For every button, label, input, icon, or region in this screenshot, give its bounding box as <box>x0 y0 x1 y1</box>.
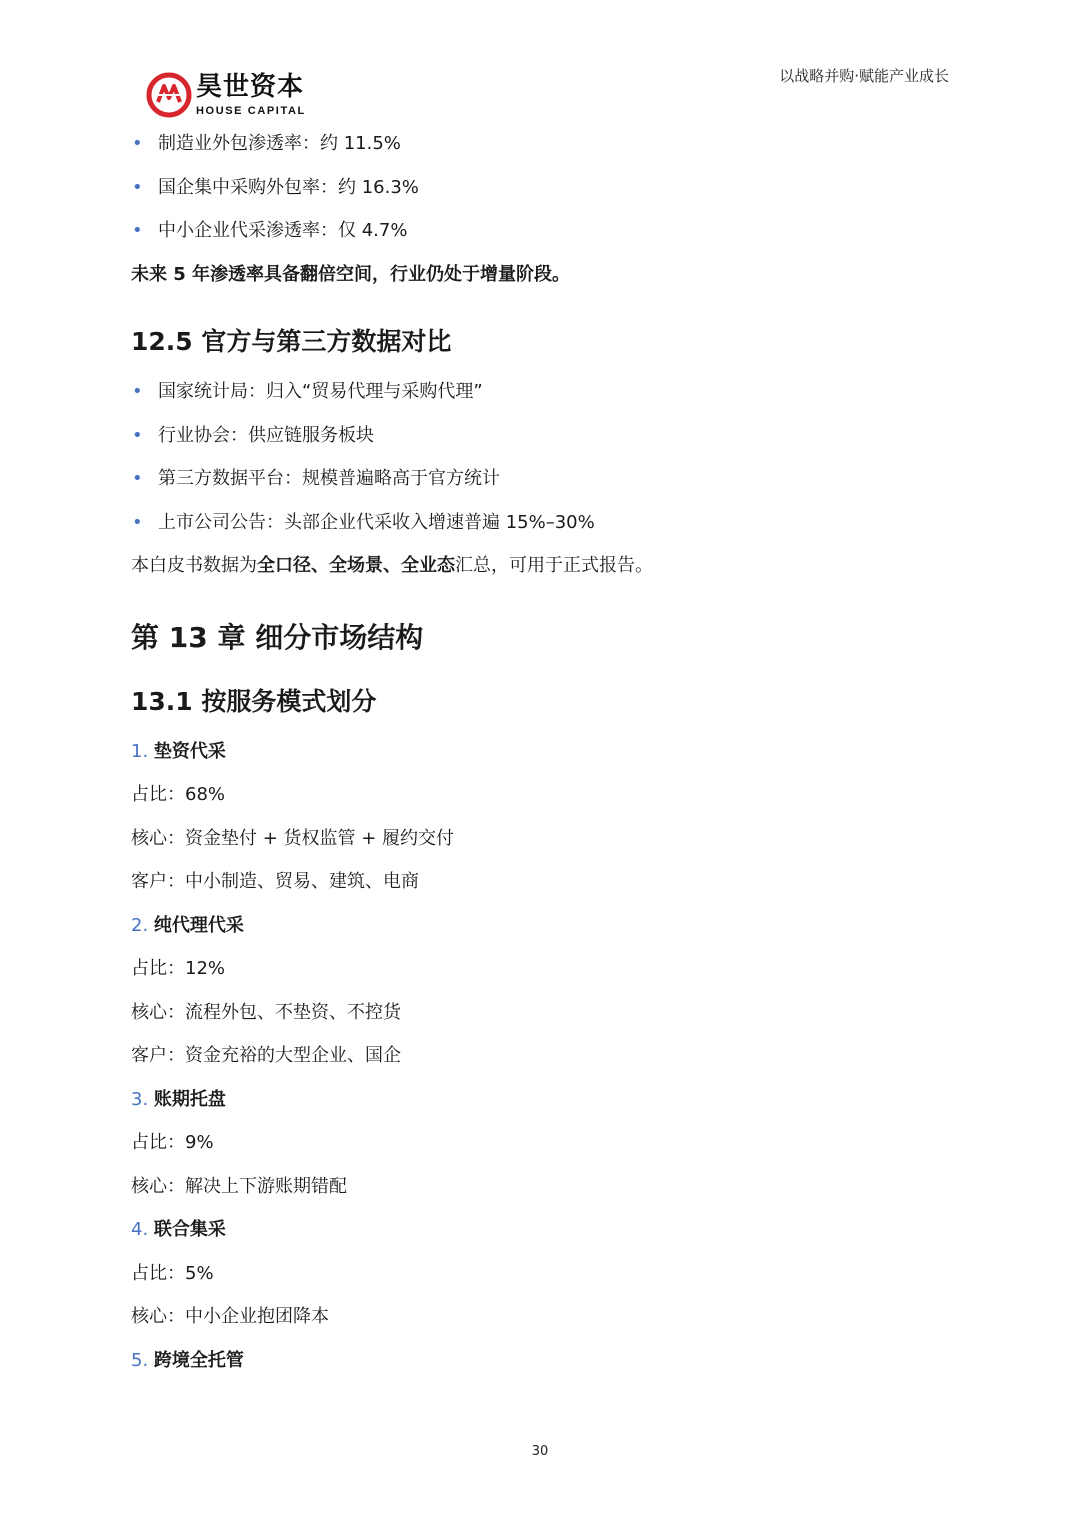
logo-text-en: HOUSE CAPITAL <box>196 105 306 117</box>
service-mode-heading: 2. 纯代理代采 <box>131 914 244 936</box>
bullet-icon: • <box>132 220 143 241</box>
service-mode-core: 核心：中小企业抱团降本 <box>131 1306 329 1327</box>
penetration-summary: 未来 5 年渗透率具备翻倍空间，行业仍处于增量阶段。 <box>131 263 571 285</box>
list-item: • 国家统计局：归入“贸易代理与采购代理” <box>131 374 951 418</box>
service-mode-core: 核心：流程外包、不垫资、不控货 <box>131 1001 401 1023</box>
data-summary: 本白皮书数据为全口径、全场景、全业态汇总，可用于正式报告。 <box>131 555 653 576</box>
house-capital-logo-icon <box>146 72 192 118</box>
list-item: • 国企集中采购外包率：约 16.3% <box>131 170 951 214</box>
list-item: • 行业协会：供应链服务板块 <box>131 418 951 462</box>
penetration-bullet-list <box>131 126 951 257</box>
service-mode-heading: 5. 跨境全托管 <box>131 1349 244 1371</box>
list-item: • 制造业外包渗透率：约 11.5% <box>131 126 951 170</box>
service-mode-heading: 4. 联合集采 <box>131 1219 226 1240</box>
bullet-icon: • <box>132 424 143 446</box>
bullet-icon: • <box>132 381 143 402</box>
bullet-icon: • <box>132 468 143 489</box>
service-mode-core: 核心：资金垫付 + 货权监管 + 履约交付 <box>131 827 455 849</box>
list-item: • 中小企业代采渗透率：仅 4.7% <box>131 213 951 257</box>
service-mode-customers: 客户：资金充裕的大型企业、国企 <box>131 1045 401 1066</box>
logo-text-cn: 昊世资本 <box>196 72 305 102</box>
service-mode-core: 核心：解决上下游账期错配 <box>131 1175 347 1197</box>
data-source-bullet-list <box>131 374 951 548</box>
service-mode-heading: 3. 账期托盘 <box>131 1088 226 1110</box>
service-mode-share: 占比：5% <box>131 1262 214 1284</box>
list-item: • 第三方数据平台：规模普遍略高于官方统计 <box>131 461 951 505</box>
bullet-icon: • <box>132 511 143 533</box>
service-mode-share: 占比：12% <box>131 958 226 979</box>
service-mode-customers: 客户：中小制造、贸易、建筑、电商 <box>131 871 419 892</box>
document-body <box>131 126 951 1386</box>
company-logo <box>146 72 316 120</box>
header-tagline: 以战略并购·赋能产业成长 <box>779 67 949 85</box>
bullet-icon: • <box>132 133 143 154</box>
service-mode-share: 占比：68% <box>131 784 226 805</box>
chapter-title-13: 第 13 章 细分市场结构 <box>131 620 424 654</box>
list-item: • 上市公司公告：头部企业代采收入增速普遍 15%–30% <box>131 505 951 549</box>
page-number: 30 <box>531 1444 549 1459</box>
service-mode-heading: 1. 垫资代采 <box>131 740 226 762</box>
service-mode-share: 占比：9% <box>131 1132 214 1153</box>
section-title-13-1: 13.1 按服务模式划分 <box>131 686 377 716</box>
section-title-12-5: 12.5 官方与第三方数据对比 <box>131 327 452 356</box>
bullet-icon: • <box>132 176 143 198</box>
